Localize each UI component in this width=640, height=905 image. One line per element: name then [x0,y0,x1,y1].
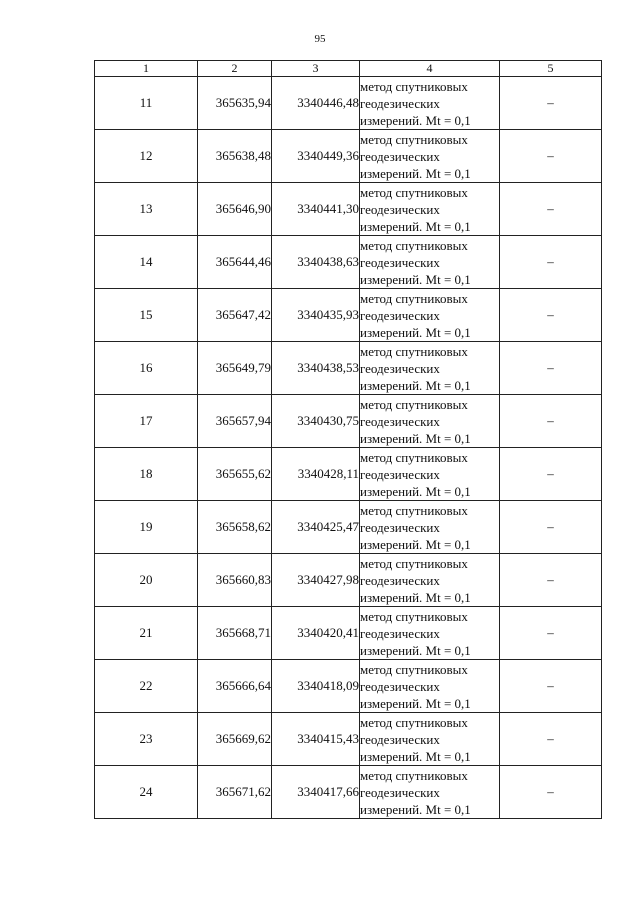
note-cell: – [500,607,602,660]
point-number-cell: 24 [95,766,198,819]
y-coordinate-cell: 3340427,98 [272,554,360,607]
note-cell: – [500,183,602,236]
method-line: метод спутниковых [360,237,468,253]
y-coordinate-cell: 3340441,30 [272,183,360,236]
method-line: метод спутниковых [360,184,468,200]
x-coordinate-cell: 365669,62 [198,713,272,766]
method-line: геодезических [360,625,440,641]
y-coordinate-cell: 3340435,93 [272,289,360,342]
point-number-cell: 14 [95,236,198,289]
method-cell [360,448,500,501]
x-coordinate-cell: 365638,48 [198,130,272,183]
y-coordinate-cell: 3340418,09 [272,660,360,713]
point-number-cell: 18 [95,448,198,501]
note-cell: – [500,660,602,713]
x-coordinate-cell: 365635,94 [198,77,272,130]
table-body [95,77,602,819]
method-line: геодезических [360,572,440,588]
method-line: измерений. Mt = 0,1 [360,801,471,817]
x-coordinate-cell: 365647,42 [198,289,272,342]
table-row [95,713,602,766]
method-line: измерений. Mt = 0,1 [360,112,471,128]
y-coordinate-cell: 3340417,66 [272,766,360,819]
method-line: метод спутниковых [360,608,468,624]
y-coordinate-cell: 3340425,47 [272,501,360,554]
note-cell: – [500,766,602,819]
x-coordinate-cell: 365646,90 [198,183,272,236]
x-coordinate-cell: 365657,94 [198,395,272,448]
table-row [95,448,602,501]
x-coordinate-cell: 365671,62 [198,766,272,819]
note-cell: – [500,395,602,448]
method-line: метод спутниковых [360,767,468,783]
y-coordinate-cell: 3340438,53 [272,342,360,395]
table-row [95,660,602,713]
point-number-cell: 19 [95,501,198,554]
y-coordinate-cell: 3340449,36 [272,130,360,183]
table-row [95,183,602,236]
method-line: геодезических [360,360,440,376]
column-header: 1 [95,61,198,77]
method-line: измерений. Mt = 0,1 [360,218,471,234]
method-line: измерений. Mt = 0,1 [360,642,471,658]
x-coordinate-cell: 365666,64 [198,660,272,713]
column-header: 4 [360,61,500,77]
method-line: измерений. Mt = 0,1 [360,748,471,764]
page-number: 95 [314,33,326,45]
method-line: геодезических [360,678,440,694]
point-number-cell: 22 [95,660,198,713]
table-header-row [95,61,602,77]
note-cell: – [500,289,602,342]
method-line: метод спутниковых [360,502,468,518]
coordinates-table [94,60,602,819]
y-coordinate-cell: 3340438,63 [272,236,360,289]
point-number-cell: 21 [95,607,198,660]
column-header: 5 [500,61,602,77]
x-coordinate-cell: 365644,46 [198,236,272,289]
column-header: 3 [272,61,360,77]
method-cell [360,130,500,183]
note-cell: – [500,130,602,183]
method-line: метод спутниковых [360,290,468,306]
x-coordinate-cell: 365658,62 [198,501,272,554]
method-line: метод спутниковых [360,396,468,412]
table-row [95,766,602,819]
method-line: метод спутниковых [360,714,468,730]
table-row [95,554,602,607]
table-row [95,130,602,183]
method-line: метод спутниковых [360,131,468,147]
y-coordinate-cell: 3340428,11 [272,448,360,501]
method-line: метод спутниковых [360,78,468,94]
note-cell: – [500,448,602,501]
table-row [95,77,602,130]
method-line: измерений. Mt = 0,1 [360,377,471,393]
method-line: метод спутниковых [360,661,468,677]
method-line: геодезических [360,307,440,323]
method-cell [360,395,500,448]
method-line: метод спутниковых [360,449,468,465]
note-cell: – [500,713,602,766]
note-cell: – [500,554,602,607]
note-cell: – [500,236,602,289]
table-row [95,289,602,342]
point-number-cell: 15 [95,289,198,342]
method-line: геодезических [360,731,440,747]
method-cell [360,501,500,554]
method-line: геодезических [360,201,440,217]
note-cell: – [500,501,602,554]
point-number-cell: 12 [95,130,198,183]
method-cell [360,766,500,819]
note-cell: – [500,77,602,130]
y-coordinate-cell: 3340415,43 [272,713,360,766]
table-row [95,236,602,289]
x-coordinate-cell: 365660,83 [198,554,272,607]
method-line: измерений. Mt = 0,1 [360,430,471,446]
y-coordinate-cell: 3340446,48 [272,77,360,130]
method-line: измерений. Mt = 0,1 [360,271,471,287]
method-line: геодезических [360,148,440,164]
method-cell [360,289,500,342]
method-line: геодезических [360,95,440,111]
method-line: геодезических [360,784,440,800]
method-line: геодезических [360,519,440,535]
point-number-cell: 17 [95,395,198,448]
method-line: измерений. Mt = 0,1 [360,536,471,552]
column-header: 2 [198,61,272,77]
point-number-cell: 11 [95,77,198,130]
x-coordinate-cell: 365655,62 [198,448,272,501]
y-coordinate-cell: 3340430,75 [272,395,360,448]
method-cell [360,236,500,289]
method-line: измерений. Mt = 0,1 [360,695,471,711]
method-line: геодезических [360,466,440,482]
method-cell [360,713,500,766]
table-row [95,342,602,395]
point-number-cell: 13 [95,183,198,236]
method-line: геодезических [360,254,440,270]
method-line: метод спутниковых [360,343,468,359]
method-line: измерений. Mt = 0,1 [360,483,471,499]
point-number-cell: 16 [95,342,198,395]
method-line: измерений. Mt = 0,1 [360,589,471,605]
point-number-cell: 20 [95,554,198,607]
method-line: метод спутниковых [360,555,468,571]
method-line: измерений. Mt = 0,1 [360,165,471,181]
x-coordinate-cell: 365668,71 [198,607,272,660]
point-number-cell: 23 [95,713,198,766]
method-line: геодезических [360,413,440,429]
method-cell [360,660,500,713]
method-cell [360,77,500,130]
table-row [95,395,602,448]
table-row [95,501,602,554]
method-cell [360,607,500,660]
method-cell [360,554,500,607]
method-cell [360,342,500,395]
table-row [95,607,602,660]
note-cell: – [500,342,602,395]
x-coordinate-cell: 365649,79 [198,342,272,395]
y-coordinate-cell: 3340420,41 [272,607,360,660]
method-cell [360,183,500,236]
method-line: измерений. Mt = 0,1 [360,324,471,340]
